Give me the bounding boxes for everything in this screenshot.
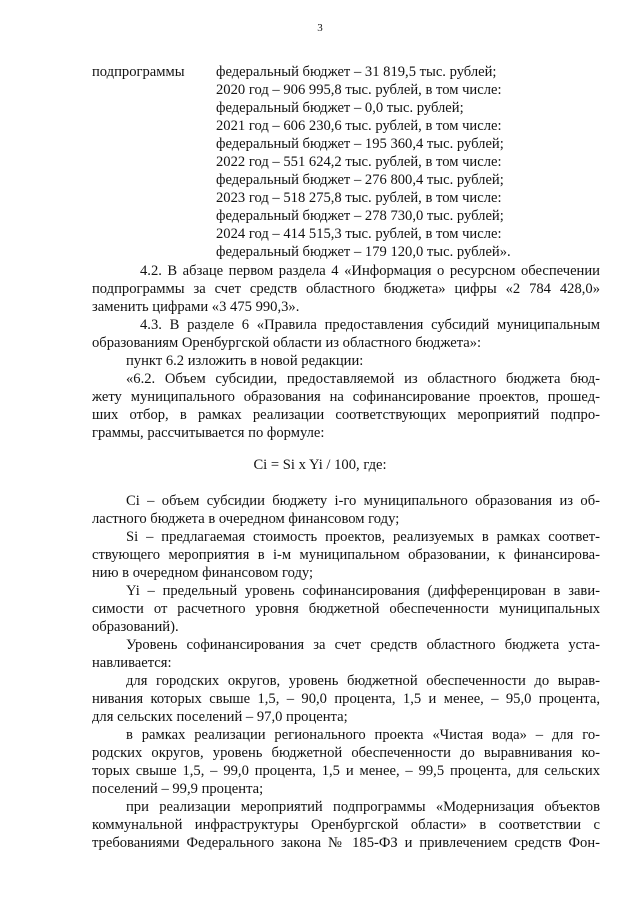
paragraph-line: Si – предлагаемая стоимость проектов, реализуемых в рамках соответ- — [126, 529, 600, 545]
paragraph-line: «6.2. Объем субсидии, предоставляемой из областного бюджета бюд- — [126, 371, 600, 387]
paragraph-line: родских округов, уровень бюджетной обеспеченности до выравнивания ко- — [92, 745, 600, 761]
paragraph-line: Yi – предельный уровень софинансирования (дифференцирован в зави- — [126, 583, 600, 599]
paragraph-line: навливается: — [92, 655, 172, 671]
paragraph-line: в рамках реализации регионального проекта «Чистая вода» – для го- — [126, 727, 600, 743]
paragraph-line: Уровень софинансирования за счет средств областного бюджета уста- — [126, 637, 600, 653]
table-right-line: федеральный бюджет – 278 730,0 тыс. рублей; — [216, 208, 504, 224]
paragraph-line: образований). — [92, 619, 179, 635]
table-right-line: 2023 год – 518 275,8 тыс. рублей, в том числе: — [216, 190, 502, 206]
paragraph-line: заменить цифрами «3 475 990,3». — [92, 299, 300, 315]
paragraph-line: коммунальной инфраструктуры Оренбургской области» в соответствии с — [92, 817, 600, 833]
paragraph-line: ших отбор, в рамках реализации соответствующих мероприятий подпро- — [92, 407, 600, 423]
page-number: 3 — [317, 22, 323, 34]
paragraph-line: 4.3. В разделе 6 «Правила предоставления субсидий муниципальным — [140, 317, 600, 333]
paragraph-line: для сельских поселений – 97,0 процента; — [92, 709, 348, 725]
paragraph-line: требованиями Федерального закона № 185-ФЗ и привлечением средств Фон- — [92, 835, 600, 851]
paragraph-line: для городских округов, уровень бюджетной обеспеченности до вырав- — [126, 673, 600, 689]
table-left-label: подпрограммы — [92, 64, 185, 80]
table-right-line: федеральный бюджет – 179 120,0 тыс. рублей». — [216, 244, 511, 260]
table-right-line: 2021 год – 606 230,6 тыс. рублей, в том числе: — [216, 118, 502, 134]
paragraph-line: торых свыше 1,5, – 99,0 процента, 1,5 и менее, – 99,5 процента, для сельских — [92, 763, 600, 779]
table-right-line: федеральный бюджет – 276 800,4 тыс. рублей; — [216, 172, 504, 188]
paragraph-line: ствующего мероприятия в i-м муниципальном образовании, к финансирова- — [92, 547, 600, 563]
paragraph-line: нию в очередном финансовом году; — [92, 565, 314, 581]
paragraph-line: подпрограммы за счет средств областного бюджета» цифры «2 784 428,0» — [92, 281, 600, 297]
formula: Ci = Si x Yi / 100, где: — [253, 457, 387, 473]
table-right-line: федеральный бюджет – 0,0 тыс. рублей; — [216, 100, 464, 116]
paragraph-line: нивания которых свыше 1,5, – 90,0 процента, 1,5 и менее, – 95,0 процента, — [92, 691, 600, 707]
paragraph-line: ластного бюджета в очередном финансовом году; — [92, 511, 400, 527]
paragraph-line: Ci – объем субсидии бюджету i-го муниципального образования из об- — [126, 493, 600, 509]
paragraph-line: при реализации мероприятий подпрограммы «Модернизация объектов — [126, 799, 600, 815]
paragraph-line: пункт 6.2 изложить в новой редакции: — [126, 353, 364, 369]
paragraph-line: 4.2. В абзаце первом раздела 4 «Информация о ресурсном обеспечении — [140, 263, 600, 279]
paragraph-line: граммы, рассчитывается по формуле: — [92, 425, 325, 441]
paragraph-line: поселений – 99,9 процента; — [92, 781, 264, 797]
table-right-line: 2022 год – 551 624,2 тыс. рублей, в том числе: — [216, 154, 502, 170]
table-right-line: федеральный бюджет – 195 360,4 тыс. рублей; — [216, 136, 504, 152]
table-right-line: федеральный бюджет – 31 819,5 тыс. рублей; — [216, 64, 497, 80]
paragraph-line: жету муниципального образования на софинансирование проектов, прошед- — [92, 389, 600, 405]
paragraph-line: симости от расчетного уровня бюджетной обеспеченности муниципальных — [92, 601, 600, 617]
paragraph-line: образованиям Оренбургской области из областного бюджета»: — [92, 335, 482, 351]
table-right-line: 2020 год – 906 995,8 тыс. рублей, в том числе: — [216, 82, 502, 98]
table-right-line: 2024 год – 414 515,3 тыс. рублей, в том числе: — [216, 226, 502, 242]
